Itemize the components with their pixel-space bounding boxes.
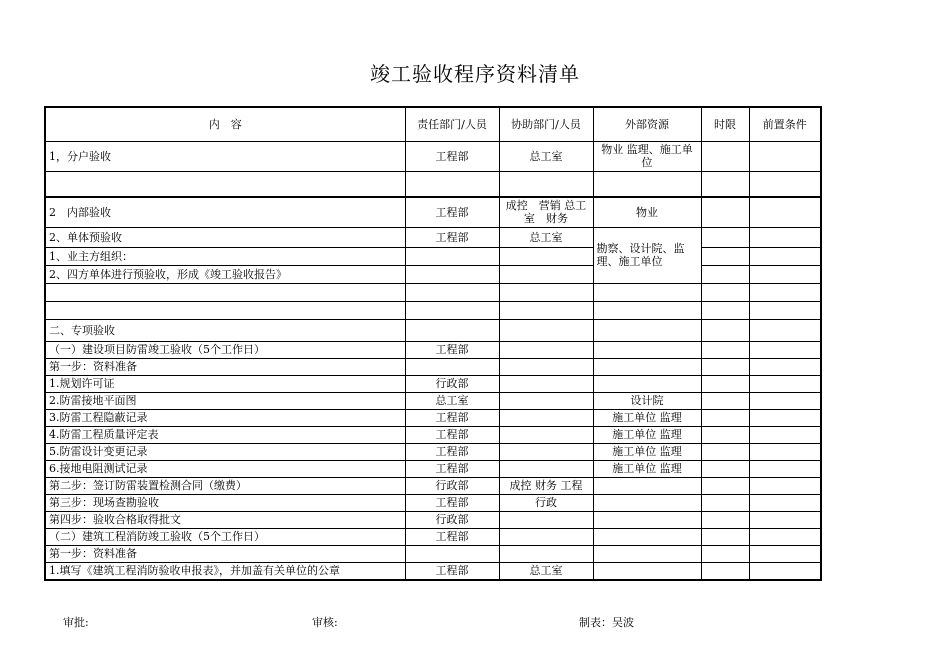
row-external [593, 511, 701, 528]
header-external: 外部资源 [593, 107, 701, 141]
row-precondition [749, 545, 821, 562]
row-content: 1.填写《建筑工程消防验收申报表》，并加盖有关单位的公章 [45, 562, 405, 580]
row-resp: 工程部 [405, 197, 499, 227]
row-deadline [701, 477, 749, 494]
row-assist [499, 392, 593, 409]
row-external [593, 494, 701, 511]
table-row [45, 443, 821, 460]
footer-prepared: 制表：吴波 [579, 616, 634, 629]
row-deadline [701, 283, 749, 301]
table-row [45, 265, 821, 283]
row-assist [499, 545, 593, 562]
row-content: （二）建筑工程消防竣工验收（5个工作日） [45, 528, 405, 545]
header-assist: 协助部门/人员 [499, 107, 593, 141]
row-assist [499, 426, 593, 443]
row-content: 3.防雷工程隐蔽记录 [45, 409, 405, 426]
row-external [593, 171, 701, 197]
row-deadline [701, 265, 749, 283]
row-external [593, 477, 701, 494]
row-resp [405, 545, 499, 562]
table-row [45, 227, 821, 247]
row-content: 第三步：现场查勘验收 [45, 494, 405, 511]
table-row [45, 141, 821, 171]
table-row [45, 247, 821, 265]
row-resp [405, 319, 499, 341]
row-content: 2 内部验收 [45, 197, 405, 227]
row-deadline [701, 358, 749, 375]
row-deadline [701, 392, 749, 409]
row-precondition [749, 528, 821, 545]
table-row [45, 545, 821, 562]
row-deadline [701, 494, 749, 511]
row-content: 二、专项验收 [45, 319, 405, 341]
row-precondition [749, 265, 821, 283]
row-content: 第四步：验收合格取得批文 [45, 511, 405, 528]
row-deadline [701, 409, 749, 426]
row-external: 施工单位 监理 [593, 409, 701, 426]
table-row [45, 409, 821, 426]
row-deadline [701, 562, 749, 580]
table-row [45, 375, 821, 392]
header-content: 内 容 [45, 107, 405, 141]
row-content: 2、四方单体进行预验收，形成《竣工验收报告》 [45, 265, 405, 283]
row-deadline [701, 197, 749, 227]
row-content: 6.接地电阻测试记录 [45, 460, 405, 477]
row-precondition [749, 358, 821, 375]
row-assist [499, 283, 593, 301]
table-row [45, 528, 821, 545]
row-assist: 行政 [499, 494, 593, 511]
row-resp [405, 283, 499, 301]
row-assist [499, 341, 593, 358]
row-precondition [749, 494, 821, 511]
row-precondition [749, 511, 821, 528]
row-assist [499, 409, 593, 426]
table-row [45, 460, 821, 477]
row-precondition [749, 141, 821, 171]
table-row [45, 426, 821, 443]
row-resp [405, 247, 499, 265]
row-assist [499, 171, 593, 197]
row-assist: 总工室 [499, 141, 593, 171]
table-row [45, 283, 821, 301]
row-resp: 总工室 [405, 392, 499, 409]
row-external: 施工单位 监理 [593, 460, 701, 477]
row-external [593, 375, 701, 392]
row-precondition [749, 426, 821, 443]
row-external: 物业 监理、施工单位 [593, 141, 701, 171]
row-assist [499, 528, 593, 545]
row-assist: 成控 营销 总工室 财务 [499, 197, 593, 227]
row-deadline [701, 319, 749, 341]
row-precondition [749, 460, 821, 477]
row-deadline [701, 426, 749, 443]
header-deadline: 时限 [701, 107, 749, 141]
table-row [45, 301, 821, 319]
header-row [45, 107, 821, 141]
row-resp: 行政部 [405, 477, 499, 494]
row-resp: 行政部 [405, 511, 499, 528]
row-content: 2、单体预验收 [45, 227, 405, 247]
row-external [593, 301, 701, 319]
row-resp: 工程部 [405, 426, 499, 443]
row-deadline [701, 528, 749, 545]
row-assist [499, 319, 593, 341]
table-row [45, 341, 821, 358]
row-external [593, 358, 701, 375]
row-content: 5.防雷设计变更记录 [45, 443, 405, 460]
row-resp: 工程部 [405, 227, 499, 247]
checklist-table [44, 106, 822, 581]
row-assist [499, 511, 593, 528]
table-row [45, 477, 821, 494]
row-content [45, 171, 405, 197]
table-row [45, 562, 821, 580]
row-deadline [701, 141, 749, 171]
row-external-merged: 勘察、设计院、监理、施工单位 [593, 227, 701, 283]
row-precondition [749, 409, 821, 426]
row-content: 第二步：签订防雷装置检测合同（缴费） [45, 477, 405, 494]
row-resp: 工程部 [405, 528, 499, 545]
table-row [45, 319, 821, 341]
row-resp [405, 265, 499, 283]
row-precondition [749, 171, 821, 197]
row-resp: 工程部 [405, 341, 499, 358]
row-content: 2.防雷接地平面图 [45, 392, 405, 409]
page-title: 竣工验收程序资料清单 [370, 62, 580, 86]
table-row [45, 494, 821, 511]
table-row [45, 511, 821, 528]
row-resp [405, 301, 499, 319]
row-precondition [749, 283, 821, 301]
table-row [45, 197, 821, 227]
row-precondition [749, 227, 821, 247]
header-precondition: 前置条件 [749, 107, 821, 141]
row-content: 1、业主方组织： [45, 247, 405, 265]
table-row [45, 392, 821, 409]
row-assist [499, 443, 593, 460]
row-precondition [749, 375, 821, 392]
row-deadline [701, 341, 749, 358]
row-precondition [749, 197, 821, 227]
row-deadline [701, 460, 749, 477]
row-precondition [749, 562, 821, 580]
row-precondition [749, 392, 821, 409]
row-resp: 工程部 [405, 141, 499, 171]
row-deadline [701, 301, 749, 319]
footer-review: 审核: [312, 616, 338, 629]
row-content: 第一步：资料准备 [45, 358, 405, 375]
row-external: 施工单位 监理 [593, 426, 701, 443]
table-row [45, 171, 821, 197]
row-precondition [749, 319, 821, 341]
row-resp: 工程部 [405, 409, 499, 426]
row-content: （一）建设项目防雷竣工验收（5个工作日） [45, 341, 405, 358]
row-precondition [749, 301, 821, 319]
row-assist [499, 265, 593, 283]
row-resp [405, 358, 499, 375]
row-assist: 成控 财务 工程 [499, 477, 593, 494]
row-external [593, 283, 701, 301]
row-deadline [701, 443, 749, 460]
row-external: 设计院 [593, 392, 701, 409]
row-deadline [701, 511, 749, 528]
row-precondition [749, 247, 821, 265]
row-deadline [701, 171, 749, 197]
row-precondition [749, 443, 821, 460]
row-content [45, 301, 405, 319]
row-external [593, 545, 701, 562]
row-content: 1，分户验收 [45, 141, 405, 171]
row-resp: 工程部 [405, 562, 499, 580]
row-assist [499, 301, 593, 319]
row-assist: 总工室 [499, 227, 593, 247]
header-resp: 责任部门/人员 [405, 107, 499, 141]
row-assist [499, 247, 593, 265]
row-resp: 工程部 [405, 494, 499, 511]
row-external [593, 341, 701, 358]
row-precondition [749, 477, 821, 494]
row-assist: 总工室 [499, 562, 593, 580]
row-deadline [701, 375, 749, 392]
row-precondition [749, 341, 821, 358]
table-row [45, 358, 821, 375]
row-resp: 工程部 [405, 460, 499, 477]
row-resp: 工程部 [405, 443, 499, 460]
row-content [45, 283, 405, 301]
row-external [593, 562, 701, 580]
row-resp: 行政部 [405, 375, 499, 392]
row-content: 4.防雷工程质量评定表 [45, 426, 405, 443]
row-deadline [701, 545, 749, 562]
row-deadline [701, 227, 749, 247]
row-resp [405, 171, 499, 197]
row-external: 物业 [593, 197, 701, 227]
row-content: 第一步：资料准备 [45, 545, 405, 562]
row-external [593, 528, 701, 545]
row-assist [499, 375, 593, 392]
row-external: 施工单位 监理 [593, 443, 701, 460]
footer-approve: 审批: [63, 616, 89, 629]
row-content: 1.规划许可证 [45, 375, 405, 392]
row-assist [499, 460, 593, 477]
row-assist [499, 358, 593, 375]
row-external [593, 319, 701, 341]
row-deadline [701, 247, 749, 265]
